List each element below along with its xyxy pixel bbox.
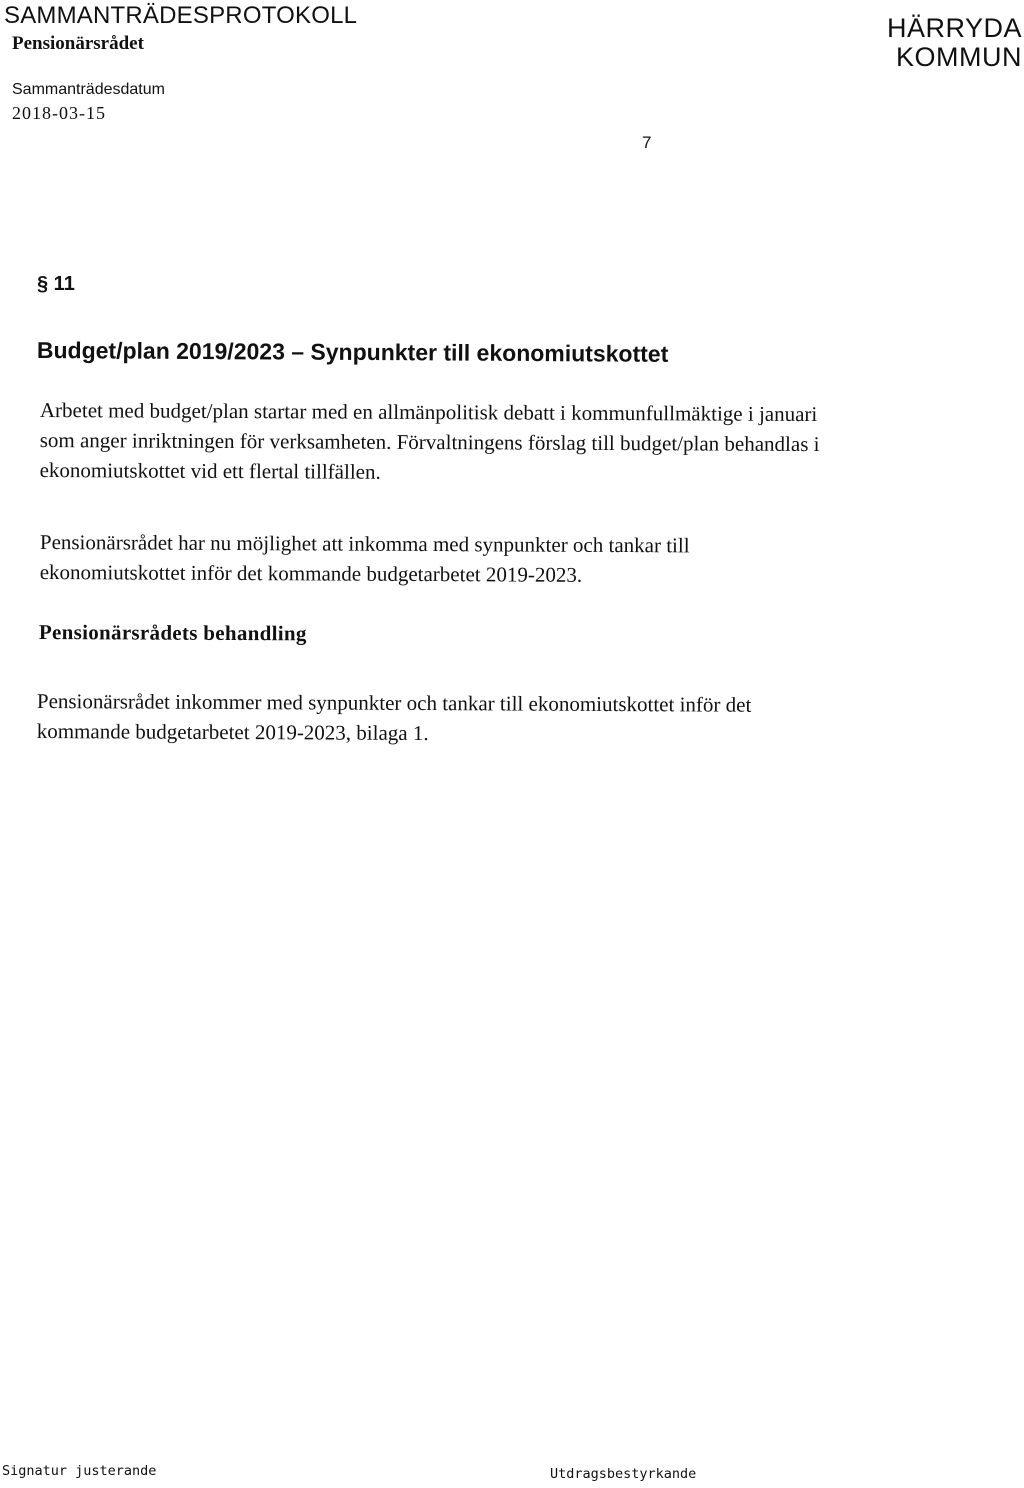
- municipality-logo: [887, 14, 1022, 72]
- footer-signature-label: Signatur justerande: [2, 1463, 157, 1479]
- section-number: § 11: [37, 273, 75, 295]
- paragraph-line: kommande budgetarbetet 2019-2023, bilaga 1.: [36, 718, 429, 746]
- page-number: 7: [642, 133, 652, 152]
- paragraph-decision: [37, 686, 977, 751]
- organization-unit: Pensionärsrådet: [12, 33, 144, 54]
- paragraph-background: [40, 395, 980, 490]
- paragraph-line: Arbetet med budget/plan startar med en allmänpolitisk debatt i kommunfullmäktige i januari: [39, 397, 818, 427]
- meeting-date-label: Sammanträdesdatum: [12, 81, 165, 98]
- document-type: SAMMANTRÄDESPROTOKOLL: [4, 2, 358, 29]
- paragraph-line: ekonomiutskottet vid ett flertal tillfällen.: [39, 457, 381, 484]
- paragraph-line: Pensionärsrådet inkommer med synpunkter och tankar till ekonomiutskottet inför det: [36, 688, 752, 717]
- paragraph-line: Pensionärsrådet har nu möjlighet att inkomma med synpunkter och tankar till: [39, 529, 690, 558]
- meeting-date-value: 2018-03-15: [12, 103, 106, 123]
- logo-line-1: HÄRRYDA: [886, 13, 1022, 43]
- paragraph-opportunity: [40, 527, 980, 592]
- paragraph-line: ekonomiutskottet inför det kommande budgetarbetet 2019-2023.: [39, 559, 583, 587]
- subheading-treatment: Pensionärsrådets behandling: [38, 620, 307, 646]
- footer-certification-label: Utdragsbestyrkande: [550, 1466, 697, 1482]
- logo-line-2: KOMMUN: [896, 42, 1022, 72]
- section-title: Budget/plan 2019/2023 – Synpunkter till ekonomiutskottet: [36, 337, 669, 367]
- paragraph-line: som anger inriktningen för verksamheten. Förvaltningens förslag till budget/plan behandlas i: [39, 427, 820, 457]
